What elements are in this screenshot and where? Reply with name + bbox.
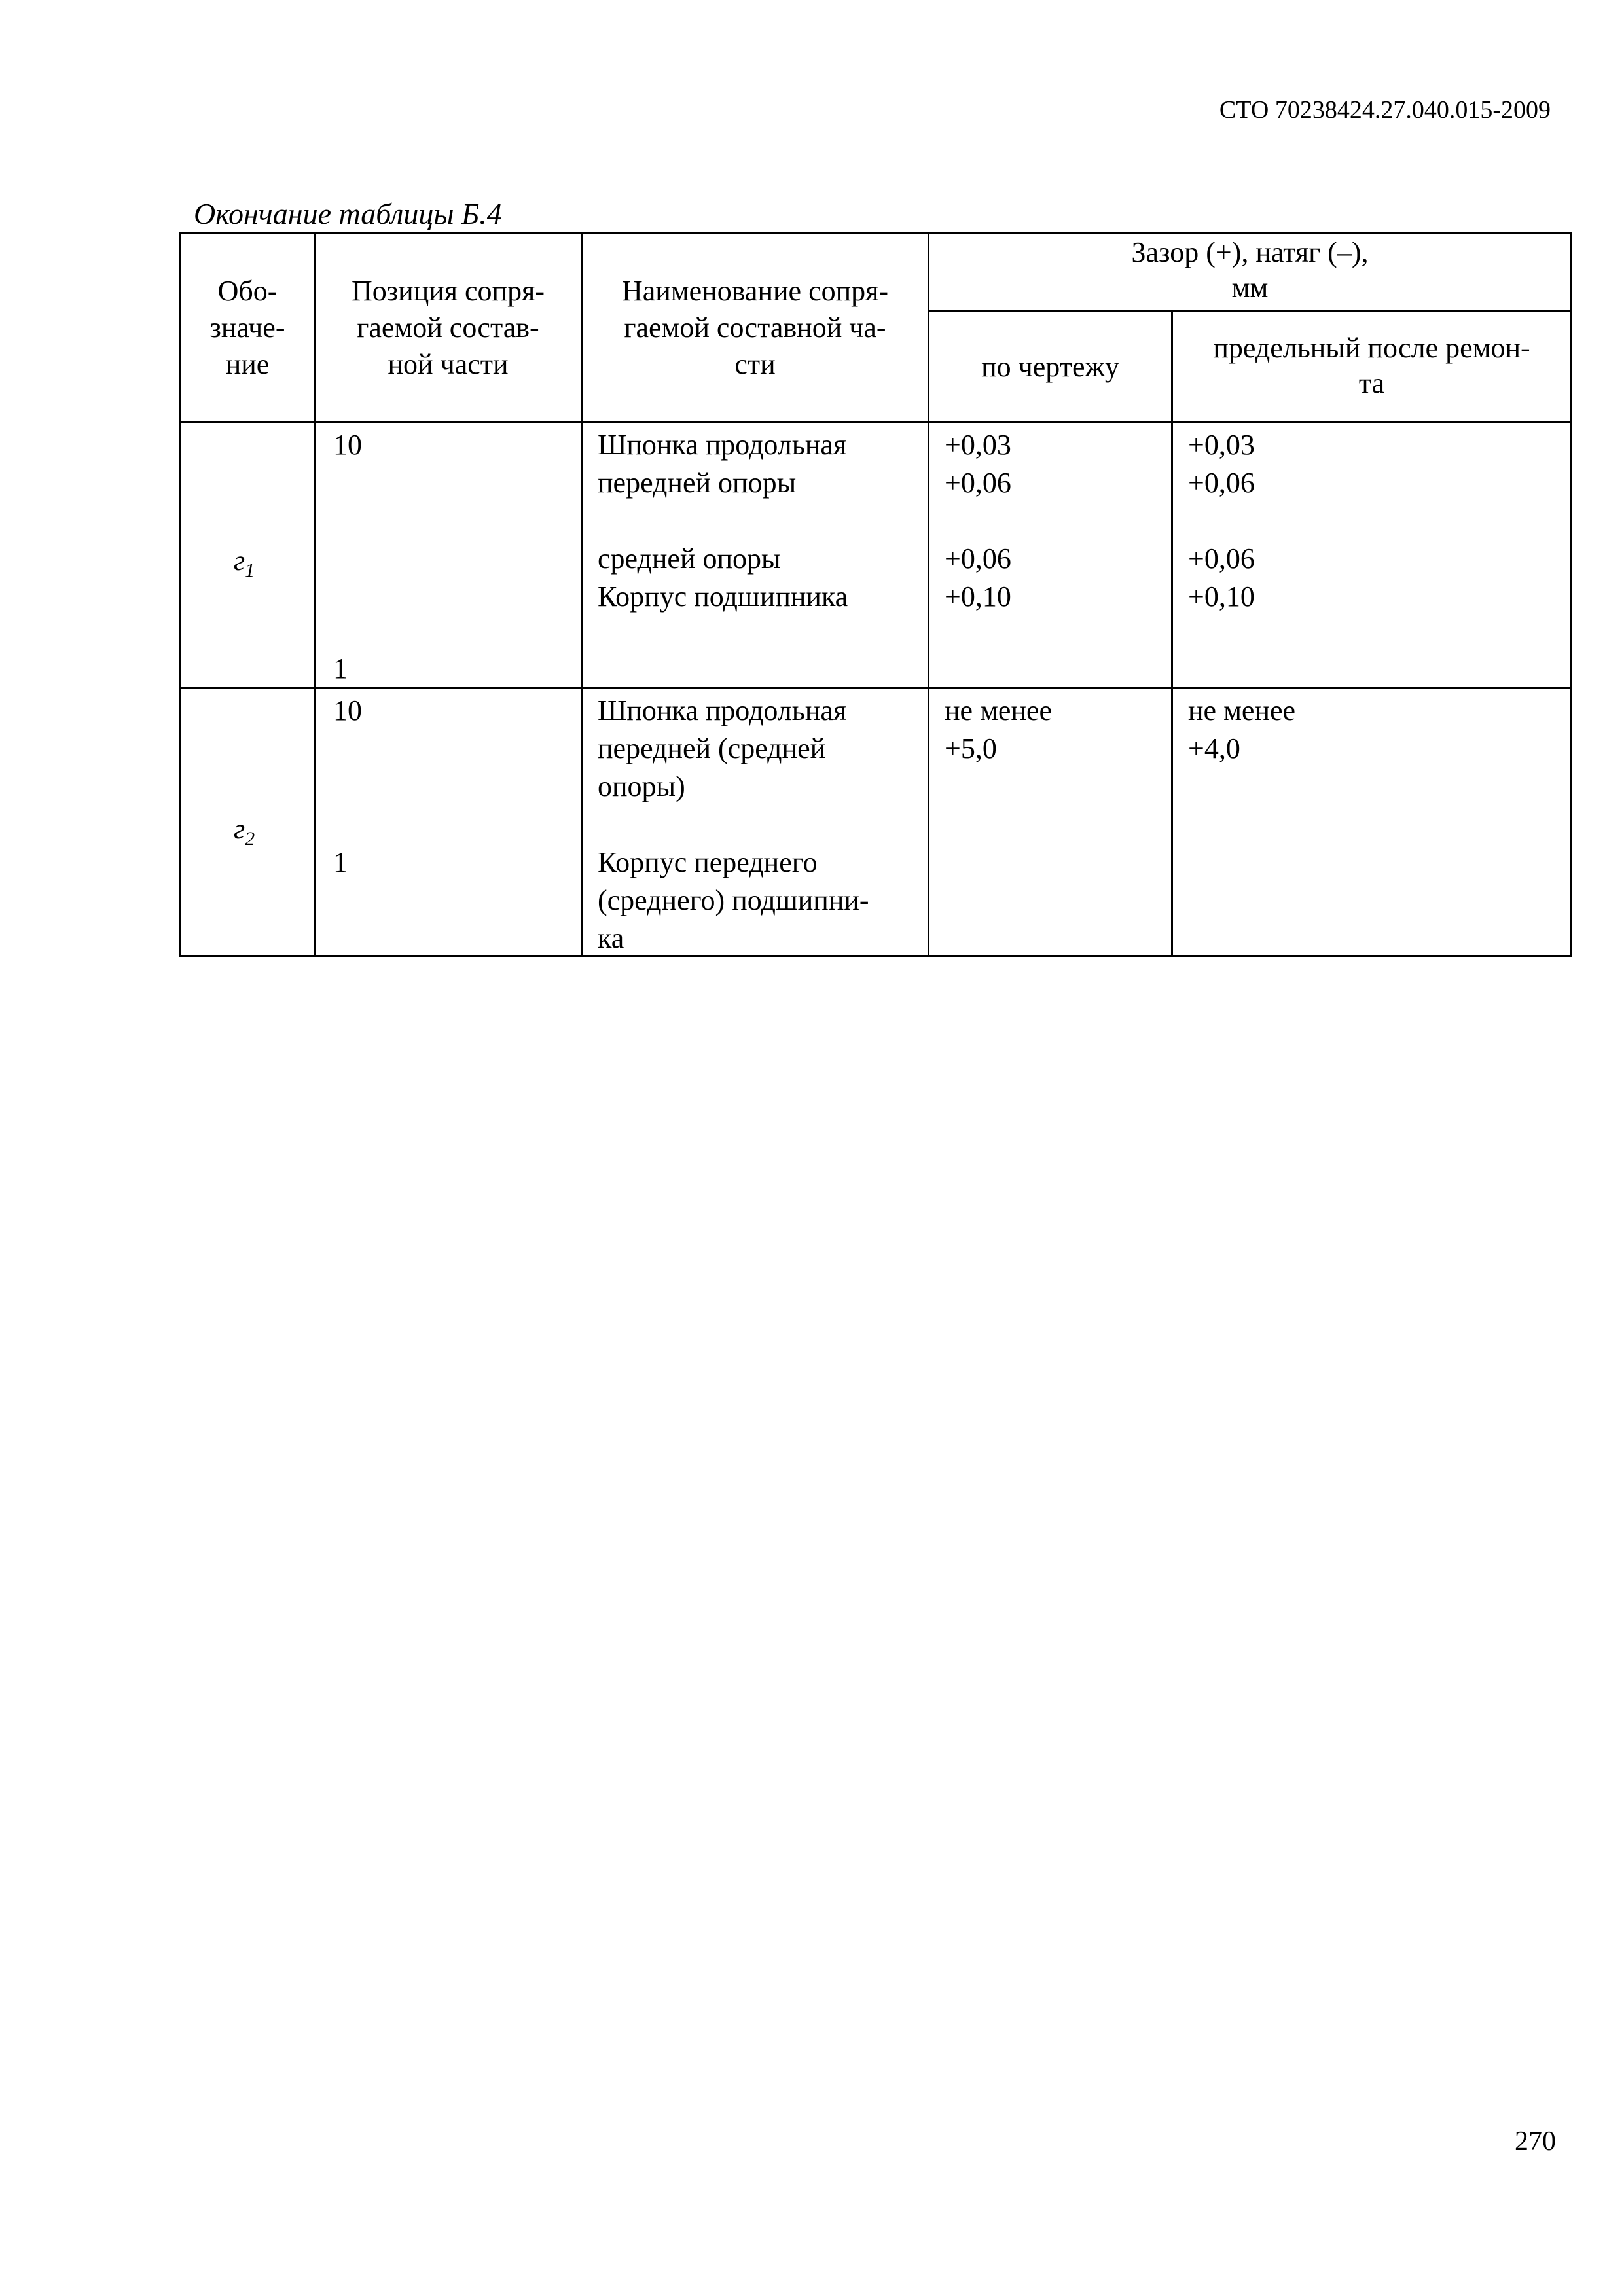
limit-values: не менее +4,0 bbox=[1188, 694, 1296, 764]
position-bottom: 1 bbox=[333, 846, 348, 878]
header-subdivider bbox=[928, 310, 1570, 312]
by-drawing-values: +0,03 +0,06 +0,06 +0,10 bbox=[945, 429, 1011, 613]
position-bottom: 1 bbox=[333, 653, 348, 685]
header-by-drawing: по чертежу bbox=[981, 351, 1119, 383]
position-top: 10 bbox=[333, 694, 362, 726]
header-designation: Обо- значе- ние bbox=[209, 275, 285, 380]
document-code: СТО 70238424.27.040.015-2009 bbox=[1219, 96, 1551, 124]
limit-values: +0,03 +0,06 +0,06 +0,10 bbox=[1188, 429, 1255, 613]
row-divider bbox=[181, 687, 1570, 689]
header-position: Позиция сопря- гаемой состав- ной части bbox=[351, 275, 545, 380]
column-divider bbox=[928, 234, 929, 955]
part-name-list: Шпонка продольная передней опоры средней опоры Корпус подшипника bbox=[598, 429, 848, 613]
by-drawing-values: не менее +5,0 bbox=[945, 694, 1053, 764]
header-gap-group: Зазор (+), натяг (–), мм bbox=[1131, 236, 1369, 304]
column-divider bbox=[1171, 310, 1173, 955]
designation-g1: $г_1$ bbox=[234, 545, 255, 581]
data-table bbox=[179, 232, 1572, 957]
designation-g2: $г_2$ bbox=[234, 813, 255, 850]
part-name-list: Шпонка продольная передней (средней опоры) Корпус переднего (среднего) подшипни- ка bbox=[598, 694, 869, 954]
header-bottom-rule bbox=[181, 421, 1570, 423]
position-top: 10 bbox=[333, 429, 362, 461]
table-caption: Окончание таблицы Б.4 bbox=[194, 197, 502, 230]
header-limit-after-repair: предельный после ремон- та bbox=[1213, 332, 1530, 399]
page-number: 270 bbox=[1515, 2126, 1556, 2157]
header-name: Наименование сопря- гаемой составной ча- сти bbox=[621, 275, 889, 380]
